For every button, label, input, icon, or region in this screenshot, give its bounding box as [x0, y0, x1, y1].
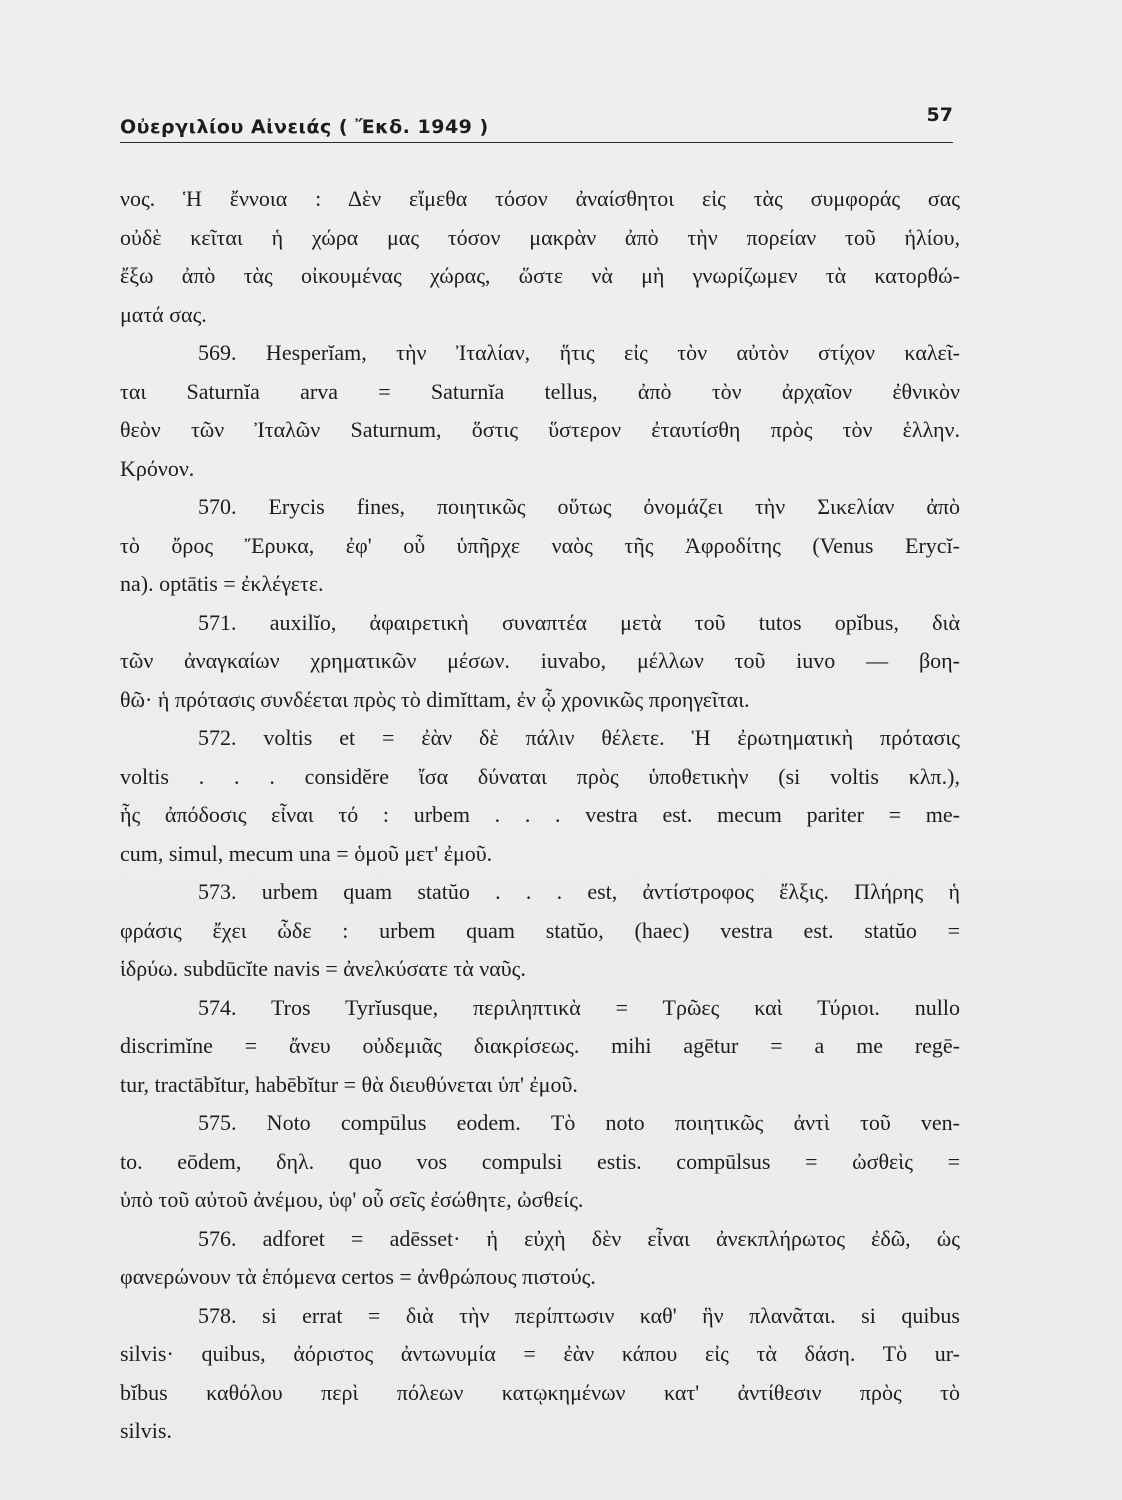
text-line: ἱδρύω. subdūcĭte navis = ἀνελκύσατε τὰ ναῦς.: [120, 956, 526, 981]
text-line: voltis . . . considĕre ἴσα δύναται πρὸς ὑποθετικὴν (si voltis κλπ.),: [120, 763, 960, 789]
running-title: Οὐεργιλίου Αἰνειάς ( Ἔκδ. 1949 ): [120, 116, 489, 138]
text-line: Κρόνον.: [120, 455, 195, 481]
text-line: φράσις ἔχει ὧδε : urbem quam statŭo, (haec) vestra est. statŭo =: [120, 917, 960, 943]
text-line: 572. voltis et = ἐὰν δὲ πάλιν θέλετε. Ἡ ἐρωτηματικὴ πρότασις: [198, 725, 960, 750]
text-line: to. eōdem, δηλ. quo vos compulsi estis. compūlsus = ὠσθεὶς =: [120, 1148, 960, 1174]
text-line: cum, simul, mecum una = ὁμοῦ μετ' ἐμοῦ.: [120, 840, 493, 866]
text-line: φανερώνουν τὰ ἑπόμενα certos = ἀνθρώπους πιστούς.: [120, 1264, 596, 1289]
text-line: 573. urbem quam statŭo . . . est, ἀντίστροφος ἔλξις. Πλήρης ἡ: [198, 879, 960, 904]
text-line: 569. Hesperĭam, τὴν Ἰταλίαν, ἥτις εἰς τὸν αὐτὸν στίχον καλεῖ-: [198, 340, 960, 365]
text-line: 574. Tros Tyrĭusque, περιληπτικὰ = Τρῶες καὶ Τύριοι. nullo: [198, 994, 960, 1020]
text-line: ται Saturnĭa arva = Saturnĭa tellus, ἀπὸ τὸν ἀρχαῖον ἐθνικὸν: [120, 378, 960, 404]
text-line: 575. Noto compūlus eodem. Τὸ noto ποιητικῶς ἀντὶ τοῦ ven-: [198, 1110, 960, 1135]
text-line: tur, tractābĭtur, habēbĭtur = θὰ διευθύνεται ὑπ' ἐμοῦ.: [120, 1071, 578, 1097]
text-line: νος. Ἡ ἔννοια : Δὲν εἴμεθα τόσον ἀναίσθητοι εἰς τὰς συμφοράς σας: [120, 186, 960, 211]
text-line: silvis· quibus, ἀόριστος ἀντωνυμία = ἐὰν κάπου εἰς τὰ δάση. Τὸ ur-: [120, 1341, 960, 1366]
text-line: 578. si errat = διὰ τὴν περίπτωσιν καθ' ἣν πλανᾶται. si quibus: [198, 1302, 960, 1328]
commentary-text: [120, 180, 960, 1451]
text-line: ματά σας.: [120, 301, 207, 327]
page-header: [120, 100, 953, 143]
text-line: τῶν ἀναγκαίων χρηματικῶν μέσων. iuvabo, μέλλων τοῦ iuvo — βοη-: [120, 648, 960, 673]
text-line: 571. auxilĭo, ἀφαιρετικὴ συναπτέα μετὰ τοῦ tutos opĭbus, διὰ: [198, 609, 960, 635]
text-line: 570. Erycis fines, ποιητικῶς οὕτως ὀνομάζει τὴν Σικελίαν ἀπὸ: [198, 494, 960, 519]
text-line: silvis.: [120, 1418, 172, 1443]
page-number: 57: [926, 104, 953, 126]
text-line: τὸ ὄρος Ἔρυκα, ἐφ' οὗ ὑπῆρχε ναὸς τῆς Ἀφροδίτης (Venus Erycĭ-: [120, 532, 960, 558]
text-line: 576. adforet = adēsset· ἡ εὐχὴ δὲν εἶναι ἀνεκπλήρωτος ἐδῶ, ὡς: [198, 1225, 960, 1251]
text-line: na). optātis = ἐκλέγετε.: [120, 571, 324, 596]
text-line: ἔξω ἀπὸ τὰς οἰκουμένας χώρας, ὥστε νὰ μὴ γνωρίζωμεν τὰ κατορθώ-: [120, 263, 960, 288]
text-line: οὐδὲ κεῖται ἡ χώρα μας τόσον μακρὰν ἀπὸ τὴν πορείαν τοῦ ἡλίου,: [120, 224, 960, 250]
text-line: discrimĭne = ἄνευ οὐδεμιᾶς διακρίσεως. mihi agētur = a me regē-: [120, 1033, 960, 1058]
text-line: θῶ· ἡ πρότασις συνδέεται πρὸς τὸ dimĭttam, ἐν ᾧ χρονικῶς προηγεῖται.: [120, 686, 750, 712]
text-line: θεὸν τῶν Ἰταλῶν Saturnum, ὅστις ὕστερον ἐταυτίσθη πρὸς τὸν ἑλλην.: [120, 417, 960, 442]
text-line: bĭbus καθόλου περὶ πόλεων κατῳκημένων κατ' ἀντίθεσιν πρὸς τὸ: [120, 1379, 960, 1405]
text-line: ἧς ἀπόδοσις εἶναι τό : urbem . . . vestra est. mecum pariter = me-: [120, 802, 960, 827]
text-line: ὑπὸ τοῦ αὐτοῦ ἀνέμου, ὑφ' οὗ σεῖς ἐσώθητε, ὠσθείς.: [120, 1187, 584, 1212]
